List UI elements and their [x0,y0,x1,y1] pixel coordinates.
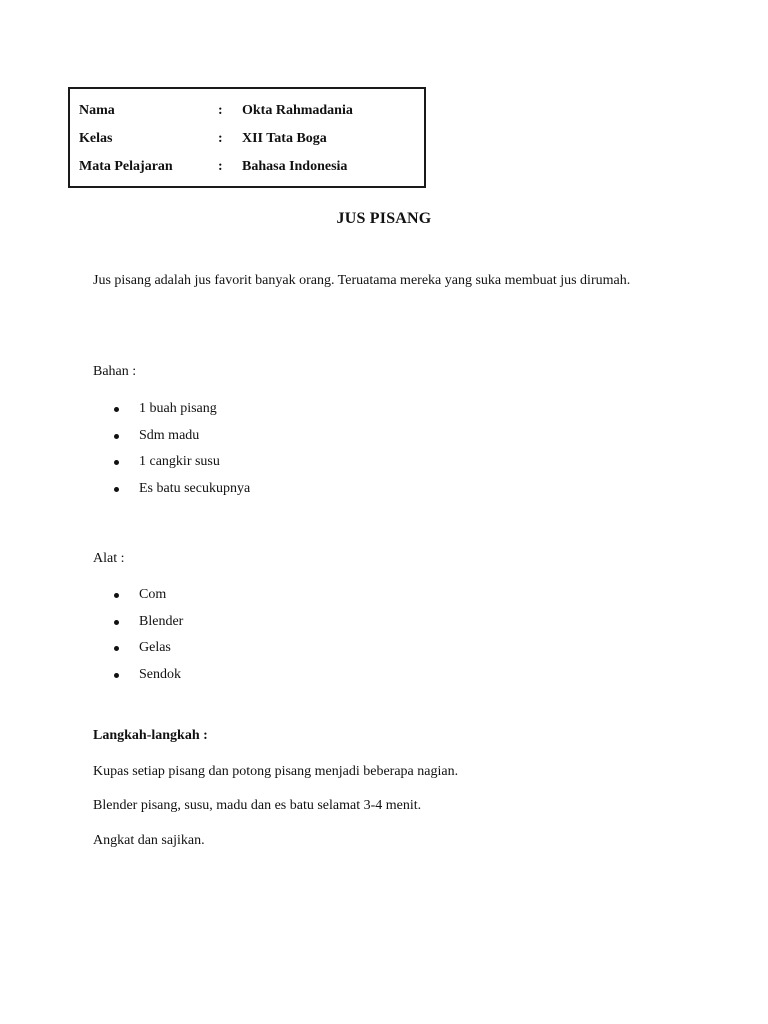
bullet-icon [114,673,119,678]
step-text: Angkat dan sajikan. [93,833,205,848]
bullet-icon [114,434,119,439]
list-item-text: Sdm madu [139,427,200,443]
bullet-icon [114,593,119,598]
steps-heading: Langkah-langkah : [93,728,208,743]
info-value: Okta Rahmadania [242,103,353,118]
info-value: XII Tata Boga [242,131,327,146]
alat-label: Alat : [93,551,125,566]
document-title: JUS PISANG [336,210,432,227]
bullet-icon [114,487,119,492]
info-colon: : [218,159,223,174]
list-item-text: Com [139,587,167,602]
info-label: Mata Pelajaran [79,159,173,174]
list-item-text: Sendok [139,667,181,683]
list-item-text: Es batu secukupnya [139,481,251,497]
bullet-icon [114,460,119,465]
info-colon: : [218,131,223,146]
intro-paragraph: Jus pisang adalah jus favorit banyak orang. Teruatama mereka yang suka membuat jus dirumah. [93,273,631,288]
list-item-text: 1 cangkir susu [139,454,220,470]
bullet-icon [114,620,119,625]
student-info-box [68,87,426,188]
list-item-text: Gelas [139,640,171,656]
list-item-text: Blender [139,613,184,629]
info-value: Bahasa Indonesia [242,159,348,174]
info-colon: : [218,103,223,118]
list-item-text: 1 buah pisang [139,401,217,416]
step-text: Blender pisang, susu, madu dan es batu selamat 3-4 menit. [93,798,422,813]
info-label: Nama [79,103,115,118]
info-label: Kelas [79,131,113,146]
bullet-icon [114,646,119,651]
step-text: Kupas setiap pisang dan potong pisang menjadi beberapa nagian. [93,764,459,779]
bullet-icon [114,407,119,412]
bahan-label: Bahan : [93,364,137,379]
